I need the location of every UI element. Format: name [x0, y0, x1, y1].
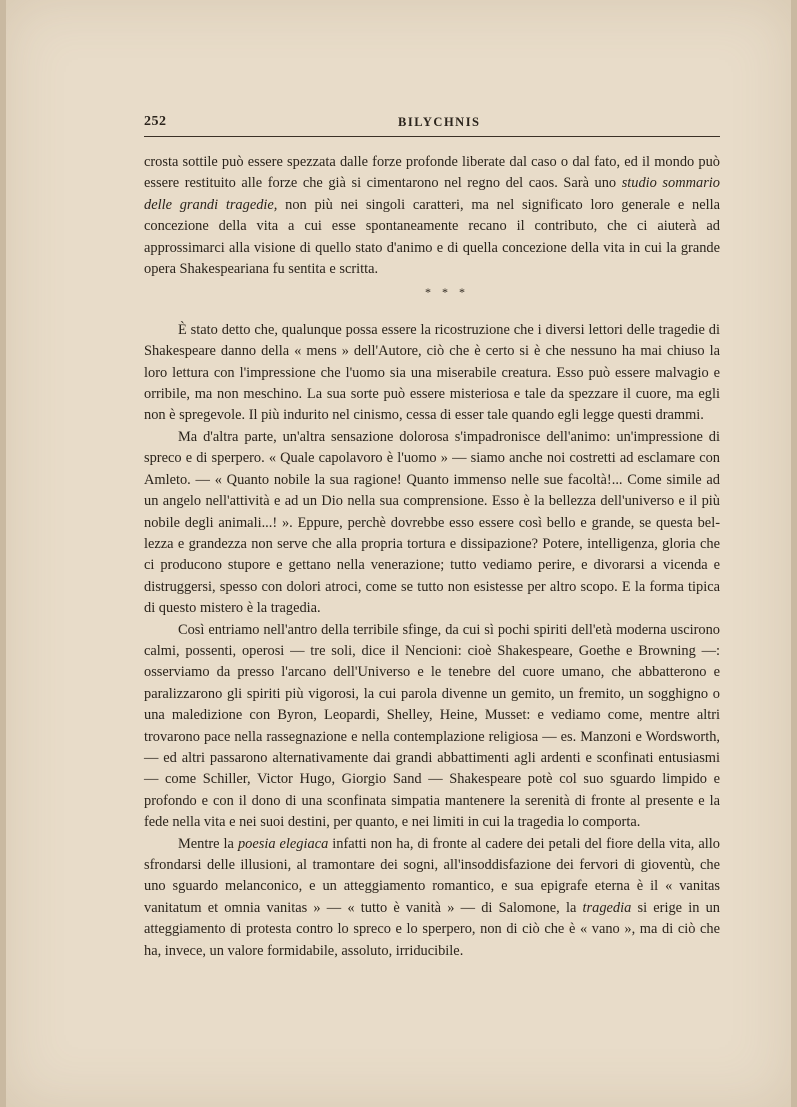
running-title: BILYCHNIS [398, 115, 481, 129]
text-run: È stato detto che, qualunque possa essere la ricostruzione che i diversi lettori delle tragedie di Shakespeare danno della « mens » dell'Autore, ciò che è certo si è che nessuno ha mai chiuso la loro lettura con l'impressione che l'uomo sia una miserabile creatura. Esso può essere malvagio e orribile, ma non meschino. La sua sorte può essere misteriosa e tale da spezzare il cuore, ma egli non è spregevole. Il più indurito nel cinismo, cessa di esser tale quando egli legge questi drammi. [144, 321, 720, 424]
paragraph-4 [144, 620, 720, 834]
header-rule [144, 136, 720, 137]
running-header [144, 114, 720, 134]
italic-text: tragedia [582, 899, 632, 916]
paragraph-2 [144, 320, 720, 427]
text-run: Così entriamo nell'antro della terribile sfinge, da cui sì pochi spiriti dell'età moderna uscirono calmi, possenti, operosi — tre soli, dice il Nencioni: cioè Shakespeare, Goethe e Browning —: osserviamo da presso l'arcano dell'Universo e le tenebre del cuore umano, che abbatterono e paralizzarono gli spiriti più vigorosi, la cui parola divenne un gemito, un fremito, un sogghigno o una maledizione con Byron, Leopardi, Shelley, Heine, Musset: e vediamo come, mentre altri trovarono pace nella rassegnazione e nella contemplazione religiosa — es. Manzoni e Wordsworth, — ed altri passarono alternativamente dai grandi abbattimenti agli ardenti e sconfinati entusiasmi — come Schiller, Victor Hugo, Giorgio Sand — Shakespeare potè col suo sguardo limpido e profondo e con il dono di una sconfinata simpatia mantenere la serenità di fronte al presente e la fede nella vita e nei suoi destini, per quanto, e nei limiti in cui la tragedia lo comporta. [144, 621, 720, 831]
section-separator: * * * [425, 285, 469, 300]
italic-text: poesia elegiaca [237, 835, 329, 852]
text-run: crosta sottile può essere spezzata dalle forze profonde liberate dal caso o dal fato, ed il mondo può essere restituito alle forze che già si cimentarono nel regno del caos. Sarà uno [144, 154, 720, 192]
text-run: infatti non ha, di fronte al cadere dei petali del fiore della vita, allo sfrondarsi delle illusioni, al tramontare dei sogni, all'insoddisfazione dei fervori di gioventù, che uno sguardo melanconico, e un atteggiamento romantico, e sua epigrafe eterna è il « vanitas vanitatum et omnia vanitas » — « tutto è vanità » — di Salomone, la [144, 835, 720, 916]
paragraph-5 [144, 834, 720, 962]
text-run: si erige in un atteggiamento di protesta contro lo spreco e lo sperpero, non di ciò che è « vano », ma di ciò che ha, invece, un valore formidabile, assoluto, irriducibile. [144, 899, 720, 959]
italic-text: studio sommario delle grandi tragedie, [144, 175, 720, 213]
text-run: Ma d'altra parte, un'altra sensazione dolorosa s'impadronisce dell'animo: un'impressione di spreco e di sperpero. « Quale capolavoro è l'uomo » — siamo anche noi costretti ad esclamare con Amleto. — « Quanto nobile la sua ragione! Quanto immenso nelle sue facoltà!... Come simile ad un angelo nell'attività e ad un Dio nella sua comprensione. Esso è la bellezza dell'universo e il più nobile degli animali...! ». Eppure, perchè dovrebbe esso essere così bello e grande, se questa bellezza e grandezza non serve che alla propria tortura e dissipazione? Potere, intelligenza, gloria che ci producono stupore e gettano nella venerazione; tutto vediamo perire, e divorarsi a vicenda e distruggersi, spesso con dolori atroci, come se tutto non esistesse per altro scopo. E la forma tipica di questo mistero è la tragedia. [144, 428, 720, 617]
text-run: Mentre la [178, 835, 238, 852]
body-text [144, 152, 720, 962]
page-number: 252 [144, 114, 167, 129]
text-run: non più nei singoli caratteri, ma nel significato loro generale e nella concezione della vita a cui esse spontaneamente recano il contributo, che ci aiuterà ad approssimarci alla visione di quello stato d'animo e di quella concezione della vita in cui la grande opera Shakespeariana fu sentita e scritta. [144, 196, 720, 278]
paragraph-3 [144, 427, 720, 620]
paragraph-1 [144, 152, 720, 280]
